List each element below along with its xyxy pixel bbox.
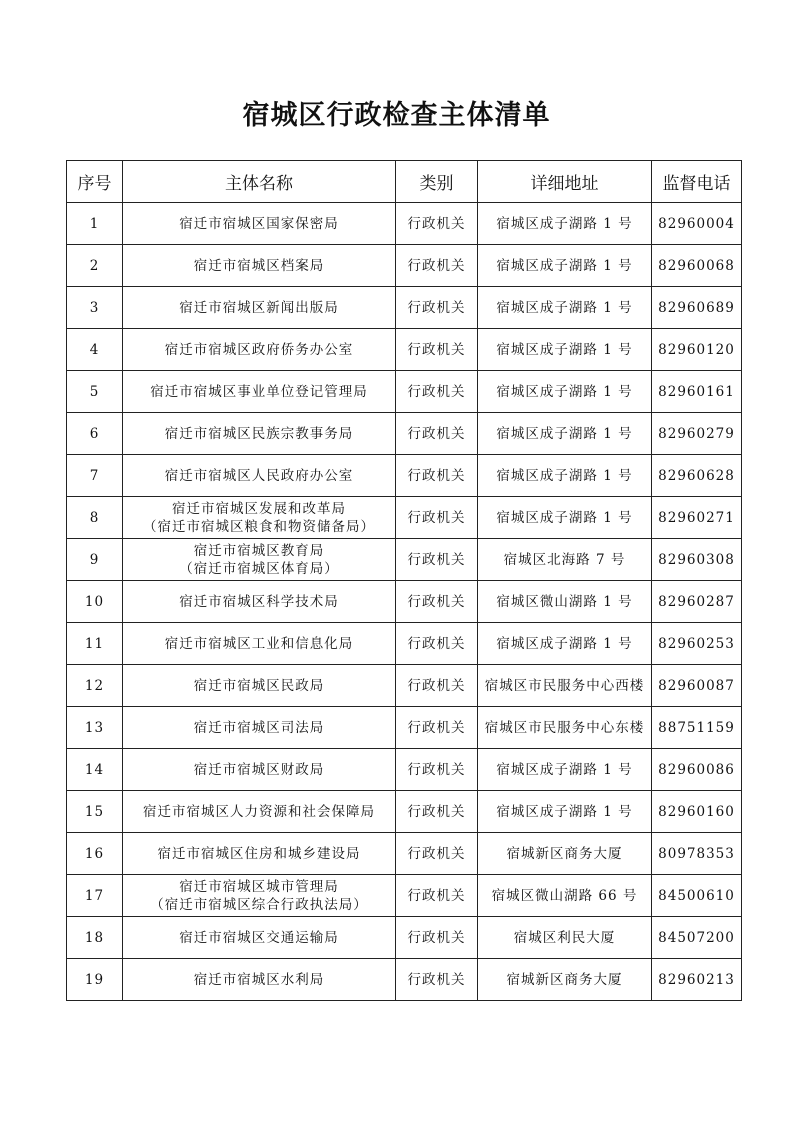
cell-address: 宿城区成子湖路 1 号 (478, 329, 652, 371)
cell-address: 宿城区成子湖路 1 号 (478, 497, 652, 539)
table-row (67, 329, 742, 371)
cell-subject-name (123, 581, 396, 623)
subject-name-line: 宿迁市宿城区人民政府办公室 (164, 467, 354, 484)
cell-serial-number: 14 (67, 749, 123, 791)
subject-name-line: 宿迁市宿城区住房和城乡建设局 (157, 845, 361, 862)
cell-subject-name (123, 833, 396, 875)
table-row (67, 749, 742, 791)
cell-subject-name (123, 539, 396, 581)
cell-supervision-phone: 80978353 (652, 833, 742, 875)
cell-supervision-phone: 82960689 (652, 287, 742, 329)
subject-name-line: 宿迁市宿城区新闻出版局 (179, 299, 339, 316)
cell-supervision-phone: 82960213 (652, 959, 742, 1001)
cell-category: 行政机关 (396, 833, 478, 875)
cell-category: 行政机关 (396, 287, 478, 329)
cell-address: 宿城区微山湖路 1 号 (478, 581, 652, 623)
cell-supervision-phone: 82960271 (652, 497, 742, 539)
cell-serial-number: 19 (67, 959, 123, 1001)
cell-subject-name (123, 707, 396, 749)
subject-name-line: 宿迁市宿城区司法局 (193, 719, 325, 736)
cell-serial-number: 16 (67, 833, 123, 875)
table-row (67, 707, 742, 749)
cell-category: 行政机关 (396, 665, 478, 707)
cell-address: 宿城区市民服务中心西楼 (478, 665, 652, 707)
cell-supervision-phone: 82960628 (652, 455, 742, 497)
cell-supervision-phone: 82960120 (652, 329, 742, 371)
cell-address: 宿城区成子湖路 1 号 (478, 455, 652, 497)
cell-address: 宿城区成子湖路 1 号 (478, 287, 652, 329)
cell-subject-name (123, 665, 396, 707)
subject-name-line: 宿迁市宿城区国家保密局 (179, 215, 339, 232)
subject-name-line: 宿迁市宿城区城市管理局 (179, 878, 339, 895)
cell-serial-number: 17 (67, 875, 123, 917)
cell-subject-name (123, 203, 396, 245)
subject-name-line: 宿迁市宿城区水利局 (193, 971, 325, 988)
table-row (67, 917, 742, 959)
cell-subject-name (123, 455, 396, 497)
cell-category: 行政机关 (396, 875, 478, 917)
table-row (67, 371, 742, 413)
table-row (67, 875, 742, 917)
table-row (67, 791, 742, 833)
table-row (67, 245, 742, 287)
cell-category: 行政机关 (396, 497, 478, 539)
cell-address: 宿城区微山湖路 66 号 (478, 875, 652, 917)
table-row (67, 497, 742, 539)
cell-subject-name (123, 497, 396, 539)
cell-category: 行政机关 (396, 581, 478, 623)
cell-category: 行政机关 (396, 455, 478, 497)
table-body (67, 203, 742, 1001)
cell-category: 行政机关 (396, 707, 478, 749)
cell-subject-name (123, 875, 396, 917)
cell-supervision-phone: 82960086 (652, 749, 742, 791)
table-row (67, 287, 742, 329)
cell-supervision-phone: 82960287 (652, 581, 742, 623)
cell-supervision-phone: 88751159 (652, 707, 742, 749)
cell-subject-name (123, 329, 396, 371)
table-row (67, 581, 742, 623)
cell-supervision-phone: 82960253 (652, 623, 742, 665)
cell-serial-number: 6 (67, 413, 123, 455)
subject-name-line: 宿迁市宿城区科学技术局 (179, 593, 339, 610)
table-row (67, 833, 742, 875)
cell-address: 宿城区成子湖路 1 号 (478, 749, 652, 791)
subject-name-line: 宿迁市宿城区民族宗教事务局 (164, 425, 354, 442)
table-row (67, 623, 742, 665)
cell-category: 行政机关 (396, 959, 478, 1001)
subject-name-line: 宿迁市宿城区档案局 (193, 257, 325, 274)
subject-name-line: 宿迁市宿城区工业和信息化局 (164, 635, 354, 652)
cell-address: 宿城区北海路 7 号 (478, 539, 652, 581)
cell-category: 行政机关 (396, 203, 478, 245)
header-category: 类别 (396, 161, 478, 203)
subject-name-line: （宿迁市宿城区粮食和物资储备局） (143, 518, 375, 535)
cell-supervision-phone: 82960087 (652, 665, 742, 707)
cell-subject-name (123, 749, 396, 791)
subject-name-line: 宿迁市宿城区事业单位登记管理局 (150, 383, 368, 400)
inspection-subject-table (66, 160, 742, 1001)
cell-category: 行政机关 (396, 539, 478, 581)
subject-name-line: 宿迁市宿城区人力资源和社会保障局 (143, 803, 375, 820)
table-header-row (67, 161, 742, 203)
cell-category: 行政机关 (396, 623, 478, 665)
cell-serial-number: 7 (67, 455, 123, 497)
cell-supervision-phone: 84507200 (652, 917, 742, 959)
subject-name-line: 宿迁市宿城区交通运输局 (179, 929, 339, 946)
cell-serial-number: 1 (67, 203, 123, 245)
cell-subject-name (123, 245, 396, 287)
cell-serial-number: 13 (67, 707, 123, 749)
cell-serial-number: 10 (67, 581, 123, 623)
header-supervision-phone: 监督电话 (652, 161, 742, 203)
table-row (67, 539, 742, 581)
subject-name-line: （宿迁市宿城区体育局） (179, 560, 339, 577)
cell-supervision-phone: 82960161 (652, 371, 742, 413)
cell-category: 行政机关 (396, 917, 478, 959)
header-address: 详细地址 (478, 161, 652, 203)
cell-subject-name (123, 959, 396, 1001)
cell-category: 行政机关 (396, 371, 478, 413)
cell-subject-name (123, 287, 396, 329)
table-row (67, 959, 742, 1001)
cell-subject-name (123, 623, 396, 665)
cell-serial-number: 12 (67, 665, 123, 707)
subject-name-line: 宿迁市宿城区发展和改革局 (172, 500, 346, 517)
cell-subject-name (123, 791, 396, 833)
subject-name-line: 宿迁市宿城区民政局 (193, 677, 325, 694)
cell-serial-number: 5 (67, 371, 123, 413)
subject-name-line: （宿迁市宿城区综合行政执法局） (150, 896, 368, 913)
cell-subject-name (123, 917, 396, 959)
cell-address: 宿城区成子湖路 1 号 (478, 413, 652, 455)
cell-address: 宿城区成子湖路 1 号 (478, 203, 652, 245)
cell-serial-number: 3 (67, 287, 123, 329)
cell-address: 宿城新区商务大厦 (478, 833, 652, 875)
cell-supervision-phone: 82960068 (652, 245, 742, 287)
cell-subject-name (123, 371, 396, 413)
cell-serial-number: 15 (67, 791, 123, 833)
document-title: 宿城区行政检查主体清单 (242, 100, 551, 131)
cell-supervision-phone: 84500610 (652, 875, 742, 917)
cell-serial-number: 9 (67, 539, 123, 581)
cell-category: 行政机关 (396, 791, 478, 833)
cell-address: 宿城区成子湖路 1 号 (478, 623, 652, 665)
cell-supervision-phone: 82960004 (652, 203, 742, 245)
header-serial-number: 序号 (67, 161, 123, 203)
cell-serial-number: 8 (67, 497, 123, 539)
cell-serial-number: 4 (67, 329, 123, 371)
cell-serial-number: 11 (67, 623, 123, 665)
cell-address: 宿城区成子湖路 1 号 (478, 791, 652, 833)
subject-name-line: 宿迁市宿城区财政局 (193, 761, 325, 778)
cell-subject-name (123, 413, 396, 455)
table-row (67, 455, 742, 497)
cell-supervision-phone: 82960279 (652, 413, 742, 455)
cell-supervision-phone: 82960308 (652, 539, 742, 581)
cell-address: 宿城区市民服务中心东楼 (478, 707, 652, 749)
subject-name-line: 宿迁市宿城区教育局 (193, 542, 325, 559)
header-subject-name: 主体名称 (123, 161, 396, 203)
cell-supervision-phone: 82960160 (652, 791, 742, 833)
table-row (67, 203, 742, 245)
table-row (67, 413, 742, 455)
cell-address: 宿城区成子湖路 1 号 (478, 371, 652, 413)
table-row (67, 665, 742, 707)
cell-category: 行政机关 (396, 413, 478, 455)
cell-address: 宿城区成子湖路 1 号 (478, 245, 652, 287)
cell-category: 行政机关 (396, 245, 478, 287)
cell-serial-number: 2 (67, 245, 123, 287)
cell-serial-number: 18 (67, 917, 123, 959)
cell-address: 宿城新区商务大厦 (478, 959, 652, 1001)
cell-category: 行政机关 (396, 749, 478, 791)
cell-address: 宿城区利民大厦 (478, 917, 652, 959)
subject-name-line: 宿迁市宿城区政府侨务办公室 (164, 341, 354, 358)
cell-category: 行政机关 (396, 329, 478, 371)
